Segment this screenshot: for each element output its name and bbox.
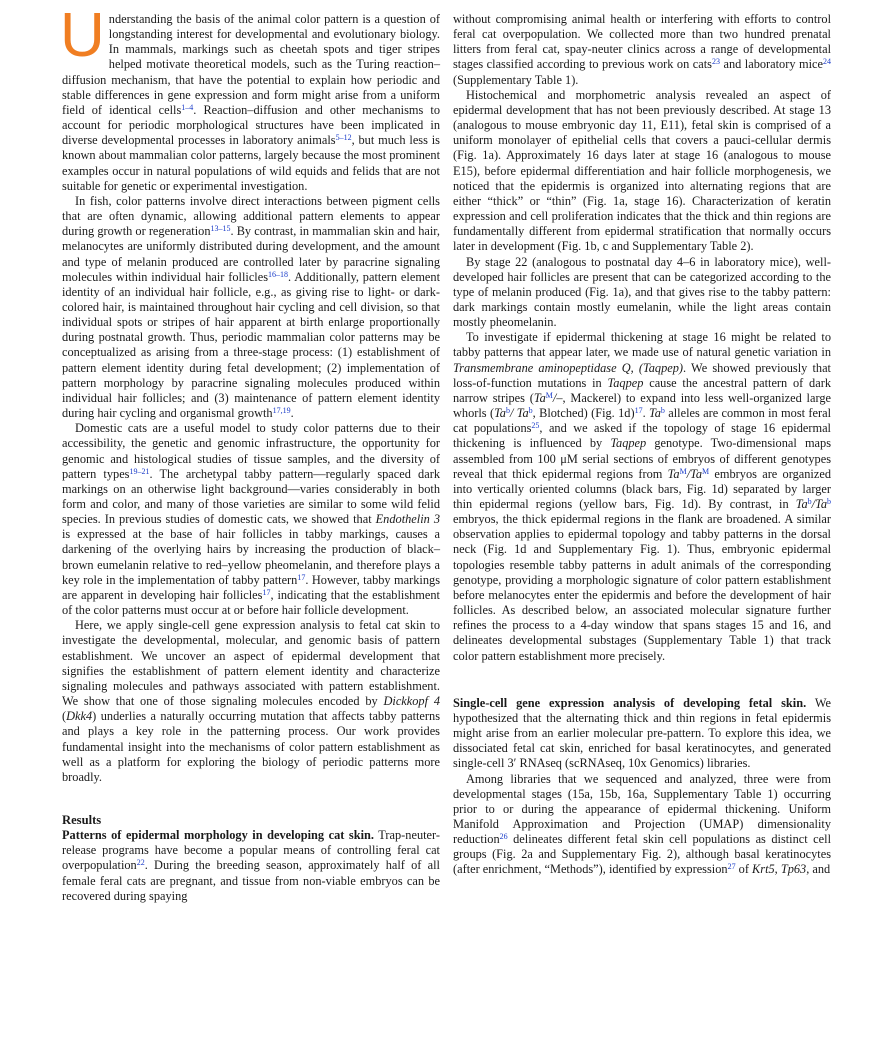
citation[interactable]: 5–12	[335, 133, 352, 143]
citation[interactable]: 23	[711, 57, 720, 67]
citation[interactable]: 25	[531, 421, 540, 431]
intro-paragraph: Understanding the basis of the animal color pattern is a question of longstanding interest for developmental and evolutionary biology. In mammals, markings such as cheetah spots and tiger stripes helped motivate theoretical models, such as the Turing reaction–diffusion mechanism, that have the potential to explain how periodic and stable differences in gene expression and form might arise from a uniform field of identical cells$^{1-4}$. Reaction–diffusion and other mechanisms to account for periodic morphological structures have been implicated in diverse developmental processes in laboratory animals$^{5-12}$, but much less is known about mammalian color patterns, largely because the most prominent examples occur in natural populations of wild equids and felids that are not suitable for genetic or experimental investigation.	[60, 1, 440, 193]
citation[interactable]: 19–21	[129, 466, 150, 476]
drop-cap: U	[60, 1, 105, 70]
citation[interactable]: 17,19	[272, 406, 291, 416]
paragraph-single-cell: Single-cell gene expression analysis of developing fetal skin. We hypothesized that the alternating thick and thin regions in fetal epidermis might arise from an earlier molecular pre-pattern. To explore this idea, we dissociated fetal cat skin, enriched for basal keratinocytes, and generated single-cell 3′ RNAseq (scRNAseq, 10x Genomics) libraries.	[453, 695, 831, 771]
paragraph-continued: without compromising animal health or interfering with efforts to control feral cat overpopulation. We collected more than two hundred prenatal litters from feral cat, spay-neuter clinics across a range of developmental stages classified according to previous work on cats$^{23}$ and laboratory mice$^{24}$ (Supplementary Table 1).	[453, 12, 832, 87]
paragraph-stage-22: By stage 22 (analogous to postnatal day 4–6 in laboratory mice), well-developed hair follicles are present that can be categorized according to the type of melanin produced (Fig. 1a), and that gives rise to the tabby pattern: dark markings contain mostly eumelanin, while the light areas contain mostly pheomelanin.	[453, 254, 831, 330]
citation[interactable]: 1–4	[181, 102, 194, 112]
citation[interactable]: 27	[727, 862, 736, 872]
paragraph-libraries: Among libraries that we sequenced and analyzed, three were from developmental stages (15a, 15b, 16a, Supplementary Table 1) occurring prior to or during the appearance of epidermal thickening. Uniform Manifold Approximation and Projection (UMAP) dimensionality reduction$^{26}$ delineates different fetal skin cell populations as distinct cell groups (Fig. 2a and Supplementary Fig. 2), although basal keratinocytes (after enrichment, “Methods”), identified by expression$^{27}$ of Krt5, Tp63, and	[453, 771, 831, 877]
citation[interactable]: 17	[262, 587, 271, 597]
citation[interactable]: 17	[297, 572, 306, 582]
run-in-heading: Patterns of epidermal morphology in developing cat skin.	[62, 828, 374, 843]
run-in-heading: Single-cell gene expression analysis of developing fetal skin.	[453, 695, 807, 710]
citation[interactable]: 26	[499, 832, 508, 842]
citation[interactable]: 17	[634, 406, 643, 416]
paragraph-epidermal-patterns: Patterns of epidermal morphology in developing cat skin. Trap-neuter-release programs have become a popular means of controlling feral cat overpopulation$^{22}$. During the breeding season, approximately half of all female feral cats are pregnant, and tissue from non-viable embryos can be recovered during spaying	[62, 828, 440, 903]
citation[interactable]: 13–15	[210, 224, 231, 234]
right-column	[453, 12, 831, 878]
left-column	[60, 1, 440, 904]
paragraph-fish: In fish, color patterns involve direct interactions between pigment cells that are often dynamic, allowing additional pattern elements to appear during growth or regeneration$^{13-15}$. By contrast, in mammalian skin and hair, melanocytes are uniformly distributed during development, and the amount and type of melanin produced are controlled later by paracrine signaling molecules within individual hair follicles$^{16-18}$. Additionally, pattern element identity of an individual hair follicle, e.g., as giving rise to light- or dark-colored hair, is maintained throughout hair cycling and cell division, so that individual spots or stripes of hair apparent at birth enlarge proportionally during postnatal growth. Thus, periodic mammalian color patterns may be conceptualized as arising from a three-stage process: (1) establishment of pattern element identity during fetal development; (2) implementation of pattern morphology by paracrine signaling molecules produced within individual hair follicles; and (3) maintenance of pattern element identity during hair cycling and organismal growth$^{17,19}$.	[62, 193, 440, 421]
citation[interactable]: 24	[823, 57, 832, 67]
paragraph-taqpep: To investigate if epidermal thickening at stage 16 might be related to tabby patterns that appear later, we made use of natural genetic variation in Transmembrane aminopeptidase Q, (Taqpep). We showed previously that loss-of-function mutations in Taqpep cause the ancestral pattern of dark narrow stripes ($Ta^M/-$, Mackerel) to expand into less well-organized large whorls (Ta$^b$/ Ta$^b$, Blotched) (Fig. 1d)$^{17}$. Ta$^b$ alleles are common in most feral cat populations$^{25}$, and we asked if the topology of stage 16 epidermal thickening is influenced by Taqpep genotype. Two-dimensional maps assembled from 100 μM serial sections of embryos of different genotypes reveal that thick epidermal regions from $Ta^M/Ta^M$ embryos are organized into vertically oriented columns (black bars, Fig. 1d) separated by larger thin epidermal regions (yellow bars, Fig. 1d). By contrast, in Ta$^b$/Ta$^b$ embryos, the thick epidermal regions in the flank are broadened. A similar observation applies to epidermal topology and tabby patterns in the dorsal neck (Fig. 1d and Supplementary Fig. 1). Thus, embryonic epidermal topologies resemble tabby patterns in adult animals of the corresponding genotype, providing a morphologic signature of color pattern establishment before melanocytes enter the epidermis and before the development of hair follicles. As described below, an associated molecular signature further refines the process to a 4-day window that spans stages 15 and 16, and delineates developmental substages (Supplementary Table 1) that track color pattern establishment more precisely.	[453, 330, 832, 663]
citation[interactable]: 22	[136, 858, 145, 868]
paragraph-histochemical: Histochemical and morphometric analysis revealed an aspect of epidermal development that has not been previously described. At stage 13 (analogous to mouse embryonic day 11, E11), fetal skin is comprised of a uniform monolayer of epithelial cells that covers a pauci-cellular dermis (Fig. 1a). Approximately 16 days later at stage 16 (analogous to mouse E15), before epidermal differentiation and hair follicle morphogenesis, we noticed that the epidermis is organized into alternating regions that are either “thick” or “thin” (Fig. 1a, stage 16). Characterization of keratin expression and cell proliferation indicates that the thick and thin regions are fundamentally different from epidermal stratification that normally occurs later in development (Fig. 1b, c and Supplementary Table 2).	[453, 87, 831, 254]
results-heading: Results	[62, 812, 102, 827]
paragraph-here-we-apply: Here, we apply single-cell gene expression analysis to fetal cat skin to investigate the developmental, molecular, and genomic basis of pattern establishment. We uncover an aspect of epidermal development that signifies the establishment of pattern element identity and characterize signaling molecules and pathways associated with pattern establishment. We show that one of those signaling molecules encoded by Dickkopf 4 (Dkk4) underlies a naturally occurring mutation that affects tabby patterns and plays a key role in the patterning process. Our work provides fundamental insight into the mechanisms of color pattern establishment as well as a platform for exploring the biology of periodic patterns more broadly.	[62, 618, 440, 784]
paragraph-domestic-cats: Domestic cats are a useful model to study color patterns due to their accessibility, the genetic and genomic infrastructure, the opportunity for genomic and histological studies of tissue samples, and the diversity of pattern types$^{19-21}$. The archetypal tabby pattern—regularly spaced dark markings on an otherwise light background—varies considerably in both form and color, and many of those varieties are similar to some wild felid species. In previous studies of domestic cats, we showed that Endothelin 3 is expressed at the base of hair follicles in tabby markings, causes a darkening of the overlying hairs by increasing the production of black–brown eumelanin relative to red–yellow pheomelanin, and therefore plays a key role in the implementation of tabby pattern$^{17}$. However, tabby markings are apparent in developing hair follicles$^{17}$, indicating that the establishment of the color patterns must occur at or before hair follicle development.	[62, 421, 440, 618]
citation[interactable]: 16–18	[268, 269, 289, 279]
